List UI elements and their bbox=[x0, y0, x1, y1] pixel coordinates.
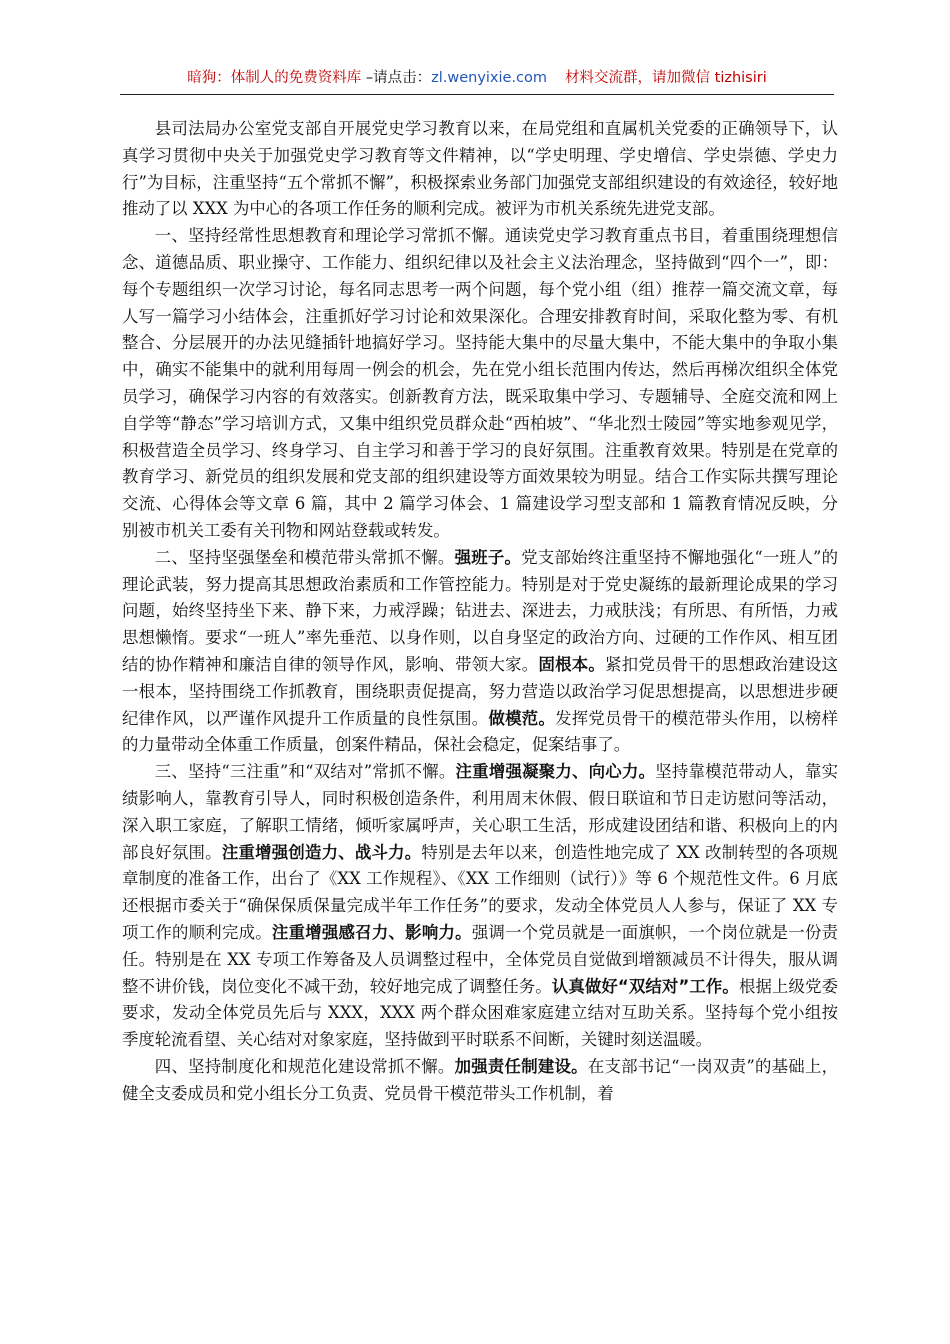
section-3-lead: 三、坚持“三注重”和“双结对”常抓不懈。 bbox=[154, 762, 456, 782]
section-4-text-1: 在支部书记“一岗双责”的基础上，健全支委成员和党小组长分工负责、党员骨干模范带头工作机制，着 bbox=[122, 1056, 838, 1103]
section-3-heading-4: 认真做好“双结对”工作。 bbox=[551, 976, 739, 996]
page-header bbox=[120, 66, 834, 95]
section-1-paragraph: 一、坚持经常性思想教育和理论学习常抓不懈。通读党史学习教育重点书目，着重围绕理想信念、道德品质、职业操守、工作能力、组织纪律以及社会主义法治理念，坚持做到“四个一”，即：每个专题组织一次学习讨论，每名同志思考一两个问题，每个党小组（组）推荐一篇交流文章，每人写一篇学习小结体会，注重抓好学习讨论和效果深化。合理安排教育时间，采取化整为零、有机整合、分层展开的办法见缝插针地搞好学习。坚持能大集中的尽量大集中，不能大集中的争取小集中，确实不能集中的就利用每周一例会的机会，先在党小组长范围内传达，然后再梯次组织全体党员学习，确保学习内容的有效落实。创新教育方法，既采取集中学习、专题辅导、全庭交流和网上自学等“静态”学习培训方式，又集中组织党员群众赴“西柏坡”、“华北烈士陵园”等实地参观见学，积极营造全员学习、终身学习、自主学习和善于学习的良好氛围。注重教育效果。特别是在党章的教育学习、新党员的组织发展和党支部的组织建设等方面效果较为明显。结合工作实际共撰写理论交流、心得体会等文章 6 篇，其中 2 篇学习体会、1 篇建设学习型支部和 1 篇教育情况反映，分别被市机关工委有关刊物和网站登载或转发。 bbox=[122, 226, 838, 540]
header-separator: –请点击： bbox=[361, 70, 432, 86]
section-2-heading-1: 强班子。 bbox=[454, 547, 522, 567]
section-3-heading-3: 注重增强感召力、影响力。 bbox=[271, 922, 472, 942]
header-url-link[interactable]: zl.wenyixie.com bbox=[431, 70, 548, 86]
section-4-heading-1: 加强责任制建设。 bbox=[454, 1056, 588, 1076]
header-note: 材料交流群，请加微信 tizhisiri bbox=[565, 70, 767, 86]
section-3-text-1: 坚持靠模范带动人，靠实绩影响人，靠教育引导人，同时积极创造条件，利用周末休假、假日联谊和节日走访慰问等活动，深入职工家庭，了解职工情绪，倾听家属呼声，关心职工生活，形成建设团结和谐、积极向上的内部良好氛围。 bbox=[122, 762, 839, 862]
section-2-lead: 二、坚持坚强堡垒和模范带头常抓不懈。 bbox=[154, 547, 455, 567]
section-3-text-4: 根据上级党委要求，发动全体党员先后与 XXX，XXX 两个群众困难家庭建立结对互助关系。坚持每个党小组按季度轮流看望、关心结对对象家庭，坚持做到平时联系不间断，关键时刻送温暖。 bbox=[122, 976, 838, 1050]
section-3-text-3: 强调一个党员就是一面旗帜，一个岗位就是一份责任。特别是在 XX 专项工作筹备及人员调整过程中，全体党员自觉做到增额减员不计得失，服从调整不讲价钱，岗位变化不减干劲，较好地完成了调整任务。 bbox=[122, 922, 839, 996]
section-4-lead: 四、坚持制度化和规范化建设常抓不懈。 bbox=[154, 1056, 455, 1076]
section-2-paragraph bbox=[122, 545, 838, 759]
section-2-text-1: 党支部始终注重坚持不懈地强化“一班人”的理论武装，努力提高其思想政治素质和工作管控能力。特别是对于党史凝练的最新理论成果的学习问题，始终坚持坐下来、静下来，力戒浮躁；钻进去、深进去，力戒肤浅；有所思、有所悟，力戒思想懒惰。要求“一班人”率先垂范、以身作则，以自身坚定的政治方向、过硬的工作作风、相互团结的协作精神和廉洁自律的领导作风，影响、带领大家。 bbox=[122, 547, 839, 674]
header-brand: 暗狗：体制人的免费资料库 bbox=[187, 70, 362, 86]
document-body bbox=[122, 116, 838, 1107]
section-4-paragraph bbox=[122, 1054, 838, 1108]
section-3-text-2: 特别是去年以来，创造性地完成了 XX 改制转型的各项规章制度的准备工作，出台了《XX 工作规程》、《XX 工作细则（试行）》等 6 个规范性文件。6 月底还根据市委关于“确保保质保量完成半年工作任务”的要求，发动全体党员人人参与，保证了 XX 专项工作的顺利完成。 bbox=[122, 842, 839, 942]
section-2-heading-3: 做模范。 bbox=[488, 708, 556, 728]
intro-paragraph: 县司法局办公室党支部自开展党史学习教育以来，在局党组和直属机关党委的正确领导下，认真学习贯彻中央关于加强党史学习教育等文件精神，以“学史明理、学史增信、学史崇德、学史力行”为目标，注重坚持“五个常抓不懈”，积极探索业务部门加强党支部组织建设的有效途径，较好地推动了以 XXX 为中心的各项工作任务的顺利完成。被评为市机关系统先进党支部。 bbox=[122, 119, 838, 219]
section-3-heading-1: 注重增强凝聚力、向心力。 bbox=[455, 762, 656, 782]
section-3-paragraph bbox=[122, 759, 838, 1054]
section-2-text-3: 发挥党员骨干的模范带头作用，以榜样的力量带动全体重工作质量，创案件精品，保社会稳定，促案结事了。 bbox=[122, 708, 839, 755]
section-2-heading-2: 固根本。 bbox=[538, 654, 606, 674]
section-2-text-2: 紧扣党员骨干的思想政治建设这一根本，坚持围绕工作抓教育，围绕职责促提高，努力营造以政治学习促思想提高，以思想进步硬纪律作风，以严谨作风提升工作质量的良性氛围。 bbox=[122, 654, 839, 728]
section-3-heading-2: 注重增强创造力、战斗力。 bbox=[221, 842, 422, 862]
